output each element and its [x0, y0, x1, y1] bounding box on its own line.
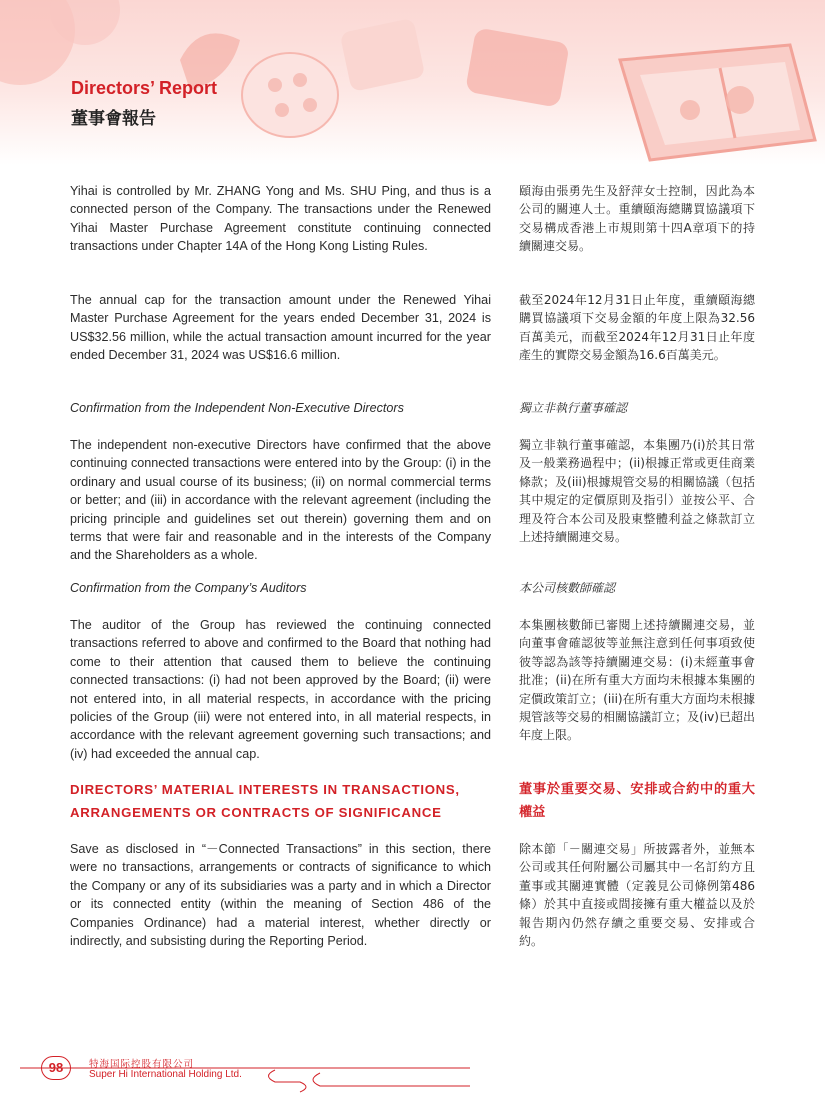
page-title: Directors’ Report [71, 78, 218, 98]
paragraph-zh-4: 本集團核數師已審閱上述持續關連交易，並向董事會確認彼等並無注意到任何事項致使彼等認為該等持續關連交易：(i)未經董事會批准；(ii)在所有重大方面均未根據本集團的定價政策訂立；(iii)在所有重大方面均未根據規管該等交易的相關協議訂立；及(iv)已超出年度上限。 [519, 618, 755, 743]
paragraph-en-4: The auditor of the Group has reviewed the continuing connected transactions referred to above and confirmed to the Board that nothing had come to their attention that caused them to believe the continuing connected transactions: (i) had not been approved by the Board; (ii) were not entered into, in all material respects, in accordance with the pricing policies of the Group (iii) were not entered into, in all material respects, in accordance with the relevant agreement governing such transactions; and (iv) had exceeded the annual cap. [70, 618, 491, 761]
food-decoration [680, 100, 700, 120]
paragraph-en-3: The independent non-executive Directors have confirmed that the above continuing connected transactions were entered into by the Group: (i) in the ordinary and usual course of its business; (ii) on normal commercial terms or better; and (iii) in accordance with the relevant agreement (including the pricing principle and guidelines set out therein) governing them and on terms that were fair and reasonable and in the interests of the Company and the Shareholders as a whole. [70, 438, 491, 563]
page-footer [0, 1040, 825, 1120]
paragraph-zh-2: 截至2024年12月31日止年度，重續頤海總購買協議項下交易金額的年度上限為32.56百萬美元，而截至2024年12月31日止年度產生的實際交易金額為16.6百萬美元。 [519, 293, 755, 363]
paragraph-zh-5: 除本節「－關連交易」所披露者外，並無本公司或其任何附屬公司屬其中一名訂約方且董事或其關連實體（定義見公司條例第486條）於其中直接或間接擁有重大權益以及於報告期內仍然存續之重要交易、安排或合約。 [519, 842, 755, 949]
page-title-chinese: 董事會報告 [71, 109, 156, 129]
paragraph-zh-1: 頤海由張勇先生及舒萍女士控制，因此為本公司的關連人士。重續頤海總購買協議項下交易構成香港上市規則第十四A章項下的持續關連交易。 [519, 184, 755, 254]
paragraph-en-1: Yihai is controlled by Mr. ZHANG Yong and Ms. SHU Ping, and thus is a connected person of the Company. The transactions under the Renewed Yihai Master Purchase Agreement constitute continuing connected transactions under Chapter 14A of the Hong Kong Listing Rules. [70, 184, 491, 254]
subheading-ined-confirmation: Confirmation from the Independent Non-Executive Directors [70, 401, 404, 415]
footer-wave-decoration [0, 1040, 825, 1120]
lotus-hole [268, 78, 282, 92]
food-decoration [465, 27, 570, 108]
food-decoration [340, 18, 426, 92]
wave-line [269, 1070, 307, 1092]
paragraph-zh-3: 獨立非執行董事確認，本集團乃(i)於其日常及一般業務過程中；(ii)根據正常或更佳商業條款；及(iii)根據規管交易的相關協議（包括其中規定的定價原則及指引）並按公平、合理及符合本公司及股東整體利益之條款訂立上述持續關連交易。 [519, 438, 755, 545]
company-name-english: Super Hi International Holding Ltd. [89, 1069, 242, 1080]
lotus-root-decoration [242, 53, 338, 137]
company-name-chinese: 特海国际控股有限公司 [89, 1059, 195, 1070]
section-heading-material-interests: DIRECTORS’ MATERIAL INTERESTS IN TRANSACTIONS, ARRANGEMENTS OR CONTRACTS OF SIGNIFICANCE [70, 782, 460, 820]
paragraph-en-2: The annual cap for the transaction amount under the Renewed Yihai Master Purchase Agreement for the years ended December 31, 2024 is US$32.56 million, while the actual transaction amount incurred for the year ended December 31, 2024 was US$16.6 million. [70, 293, 491, 363]
subheading-auditor-confirmation-zh: 本公司核數師確認 [519, 581, 616, 595]
page-number: 98 [41, 1056, 71, 1080]
subheading-auditor-confirmation: Confirmation from the Company’s Auditors [70, 581, 307, 595]
paragraph-en-5: Save as disclosed in “－Connected Transactions” in this section, there were no transactions, arrangements or contracts of significance to which the Company or any of its subsidiaries was a party and in which a Director or its connected entity (within the meaning of Section 486 of the Companies Ordinance) had a material interest, whether directly or indirectly, and subsisting during the Reporting Period. [70, 842, 491, 949]
food-decoration [726, 86, 754, 114]
lotus-hole [303, 98, 317, 112]
lotus-hole [293, 73, 307, 87]
subheading-ined-confirmation-zh: 獨立非執行董事確認 [519, 401, 628, 415]
wave-line [313, 1073, 470, 1086]
lotus-hole [275, 103, 289, 117]
section-heading-material-interests-zh: 董事於重要交易、安排或合約中的重大權益 [519, 782, 755, 820]
